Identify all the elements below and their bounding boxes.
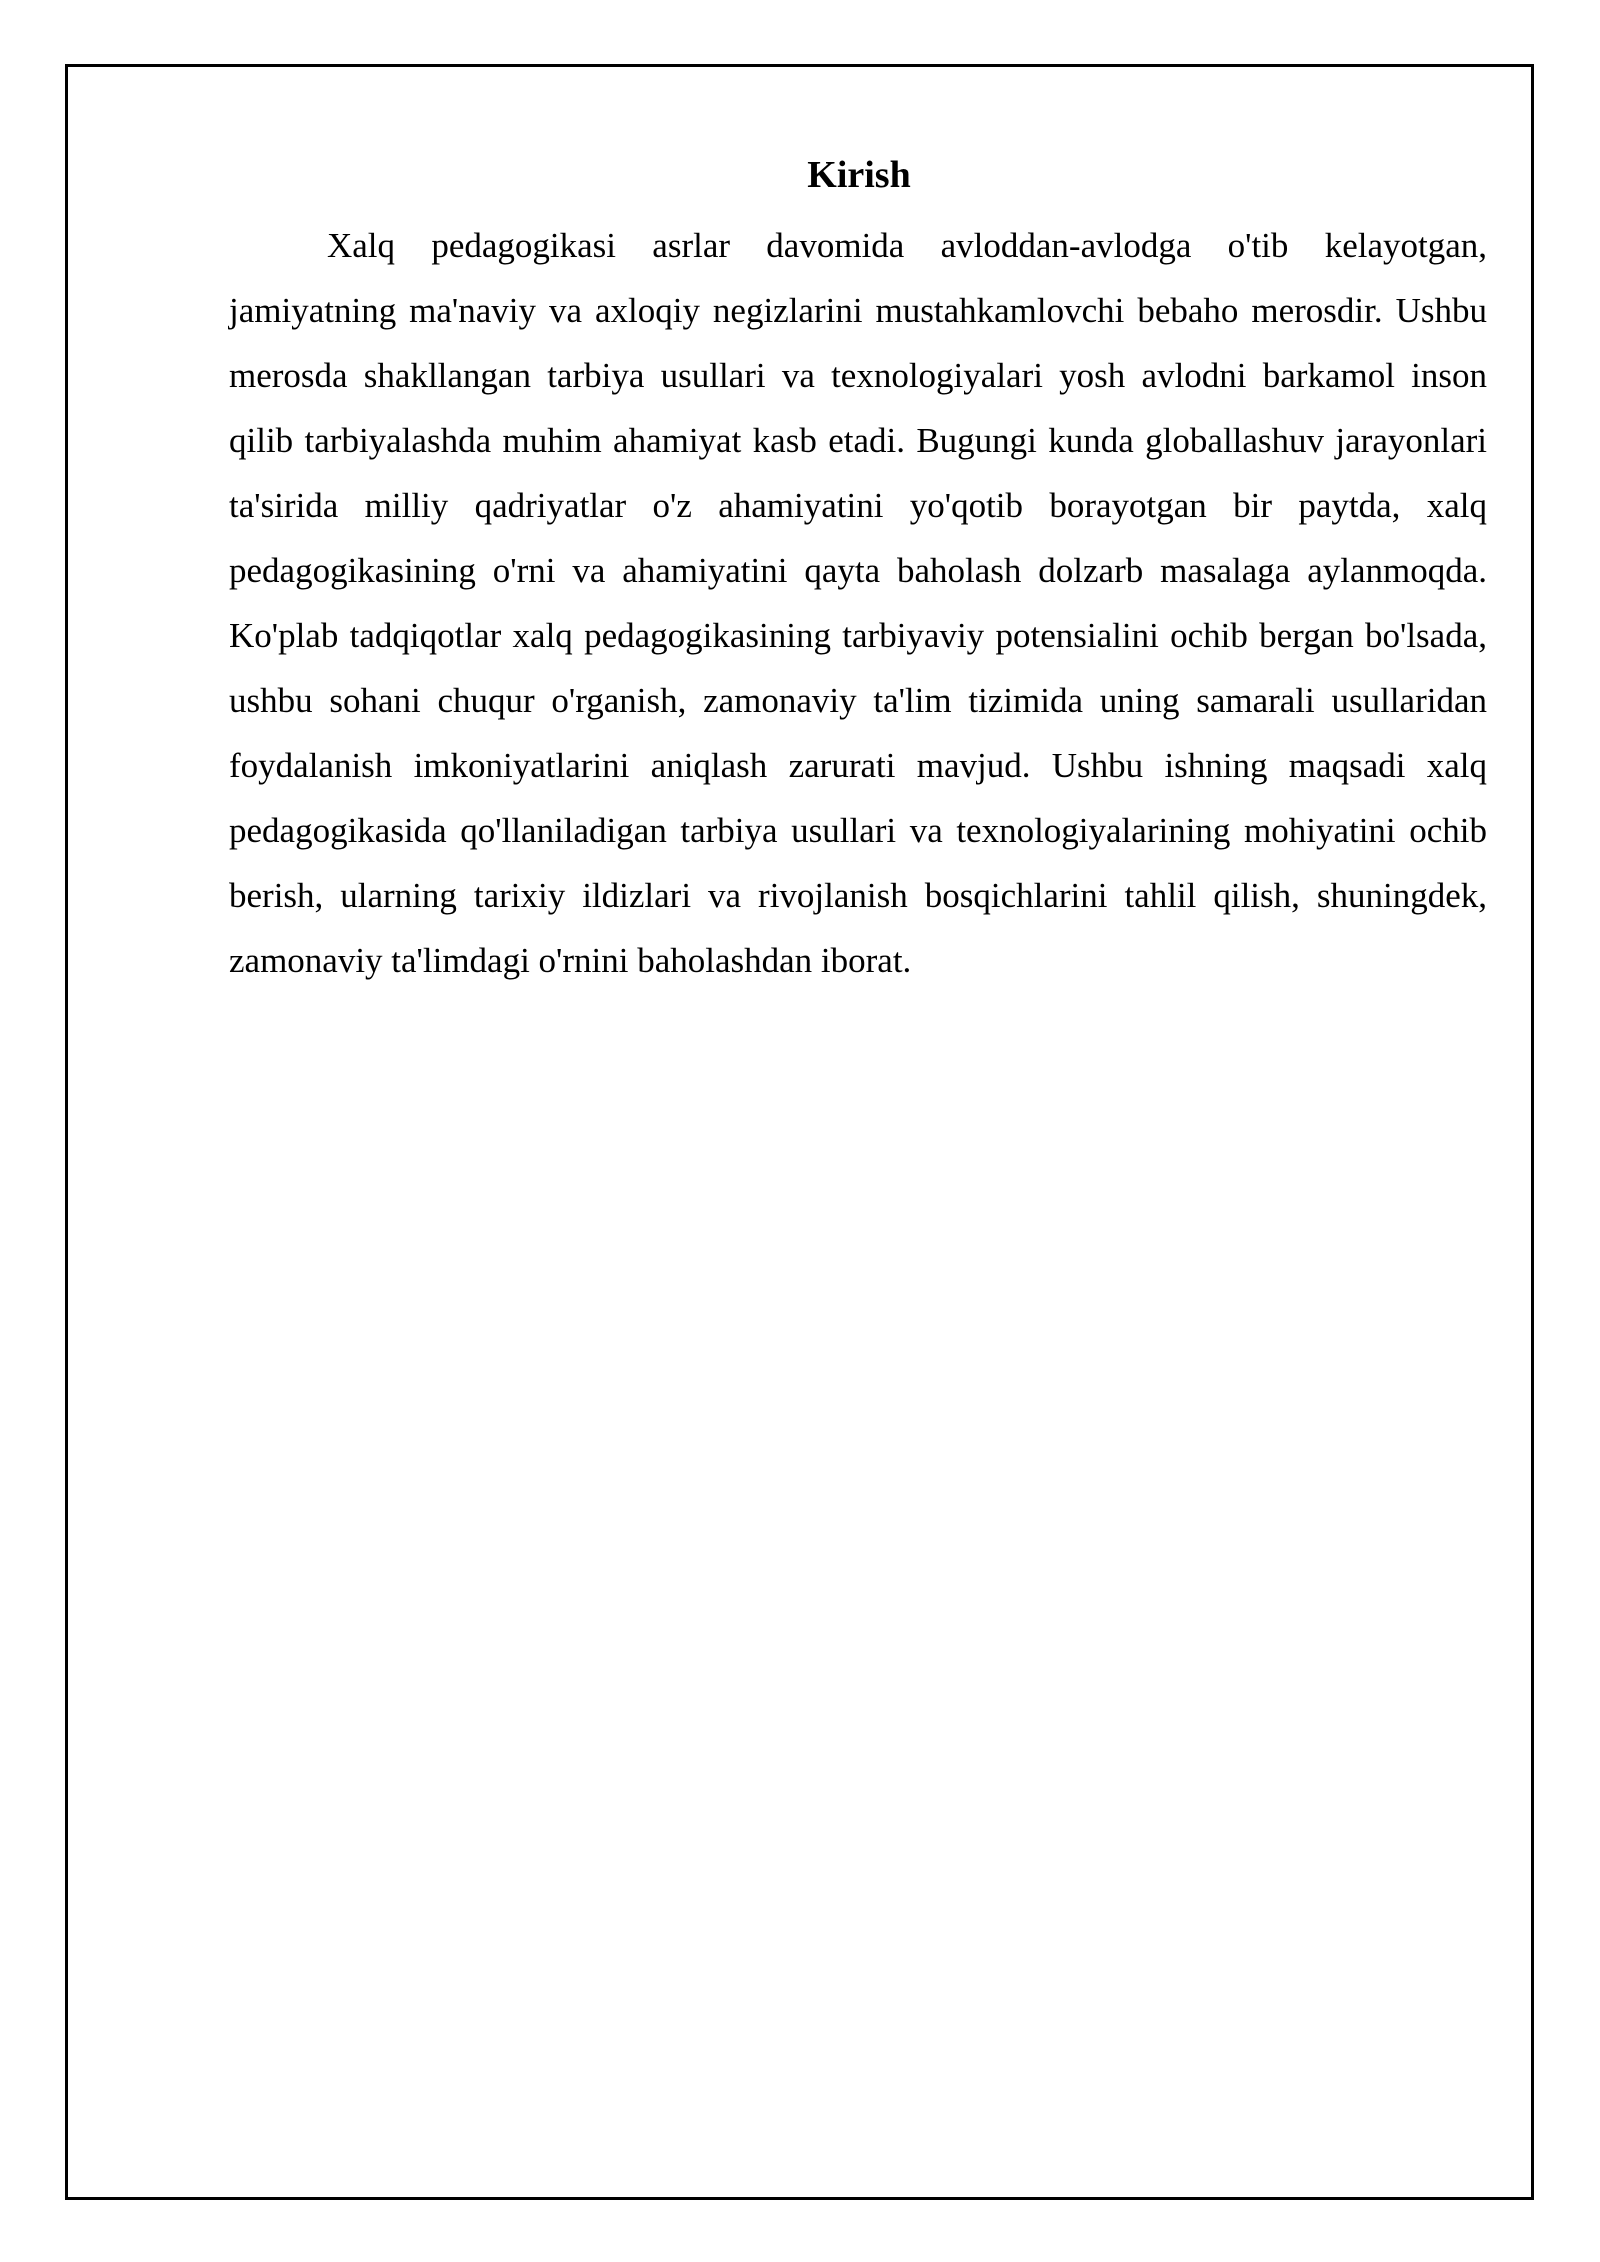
- section-heading: Kirish: [807, 154, 911, 196]
- body-paragraph: Xalq pedagogikasi asrlar davomida avloddan-avlodga o'tib kelayotgan, jamiyatning ma'naviy va axloqiy negizlarini mustahkamlovchi bebaho merosdir. Ushbu merosda shakllangan tarbiya usullari va texnologiyalari yosh avlodni barkamol inson qilib tarbiyalashda muhim ahamiyat kasb etadi. Bugungi kunda globallashuv jarayonlari ta'sirida milliy qadriyatlar o'z ahamiyatini yo'qotib borayotgan bir paytda, xalq pedagogikasining o'rni va ahamiyatini qayta baholash dolzarb masalaga aylanmoqda. Ko'plab tadqiqotlar xalq pedagogikasining tarbiyaviy potensialini ochib bergan bo'lsada, ushbu sohani chuqur o'rganish, zamonaviy ta'lim tizimida uning samarali usullaridan foydalanish imkoniyatlarini aniqlash zarurati mavjud. Ushbu ishning maqsadi xalq pedagogikasida qo'llaniladigan tarbiya usullari va texnologiyalarining mohiyatini ochib berish, ularning tarixiy ildizlari va rivojlanish bosqichlarini tahlil qilish, shuningdek, zamonaviy ta'limdagi o'rnini baholashdan iborat.: [229, 226, 1487, 980]
